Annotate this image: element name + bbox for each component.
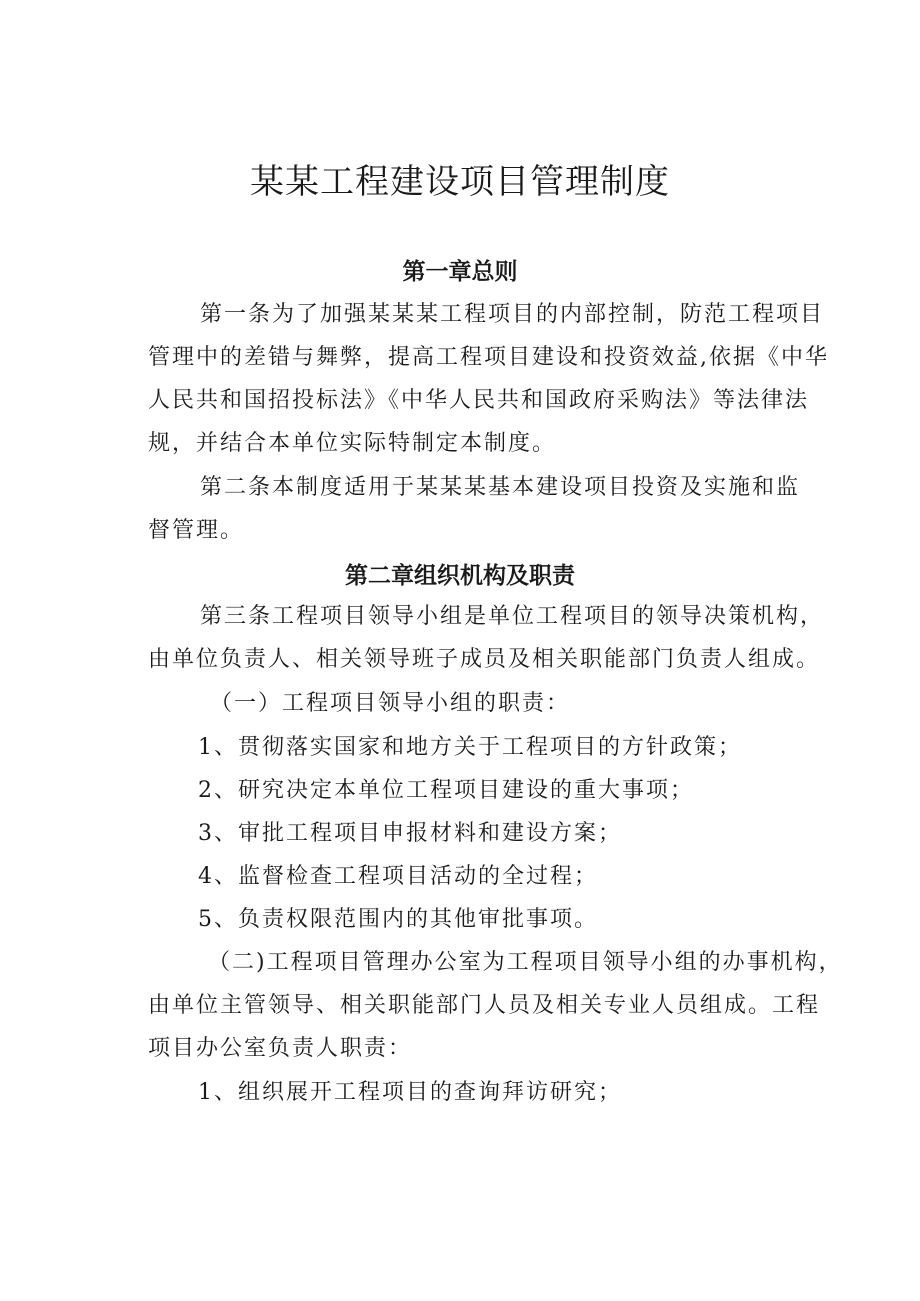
chapter-heading-2: 第二章组织机构及职责 <box>345 563 575 589</box>
subsection-1-item-4: 4、监督检查工程项目活动的全过程； <box>198 864 598 889</box>
article-3-line-2: 由单位负责人、相关领导班子成员及相关职能部门负责人组成。 <box>148 647 821 672</box>
subsection-1-item-5: 5、负责权限范围内的其他审批事项。 <box>198 907 598 932</box>
document-title: 某某工程建设项目管理制度 <box>250 162 670 202</box>
subsection-1-heading: （一）工程项目领导小组的职责： <box>210 691 571 716</box>
subsection-2-line-3: 项目办公室负责人职责： <box>148 1036 413 1061</box>
subsection-1-item-2: 2、研究决定本单位工程项目建设的重大事项； <box>198 778 694 803</box>
subsection-2-line-2: 由单位主管领导、相关职能部门人员及相关专业人员组成。工程 <box>148 993 821 1018</box>
article-1-line-2: 管理中的差错与舞弊，提高工程项目建设和投资效益,依据《中华 <box>148 345 829 370</box>
article-1-line-1: 第一条为了加强某某某工程项目的内部控制，防范工程项目 <box>200 302 825 327</box>
chapter-heading-1: 第一章总则 <box>402 259 518 285</box>
subsection-1-item-3: 3、审批工程项目申报材料和建设方案； <box>198 821 622 846</box>
article-1-line-3: 人民共和国招投标法》《中华人民共和国政府采购法》等法律法 <box>148 388 810 413</box>
article-2-line-2: 督管理。 <box>148 518 245 543</box>
article-2-line-1: 第二条本制度适用于某某某基本建设项目投资及实施和监 <box>200 475 801 500</box>
subsection-1-item-1: 1、贯彻落实国家和地方关于工程项目的方针政策； <box>198 735 742 760</box>
subsection-2-item-1: 1、组织展开工程项目的查询拜访研究； <box>198 1080 622 1105</box>
article-3-line-1: 第三条工程项目领导小组是单位工程项目的领导决策机构， <box>200 604 825 629</box>
subsection-2-line-1: （二)工程项目管理办公室为工程项目领导小组的办事机构， <box>208 950 843 975</box>
article-1-line-4: 规，并结合本单位实际特制定本制度。 <box>148 431 557 456</box>
